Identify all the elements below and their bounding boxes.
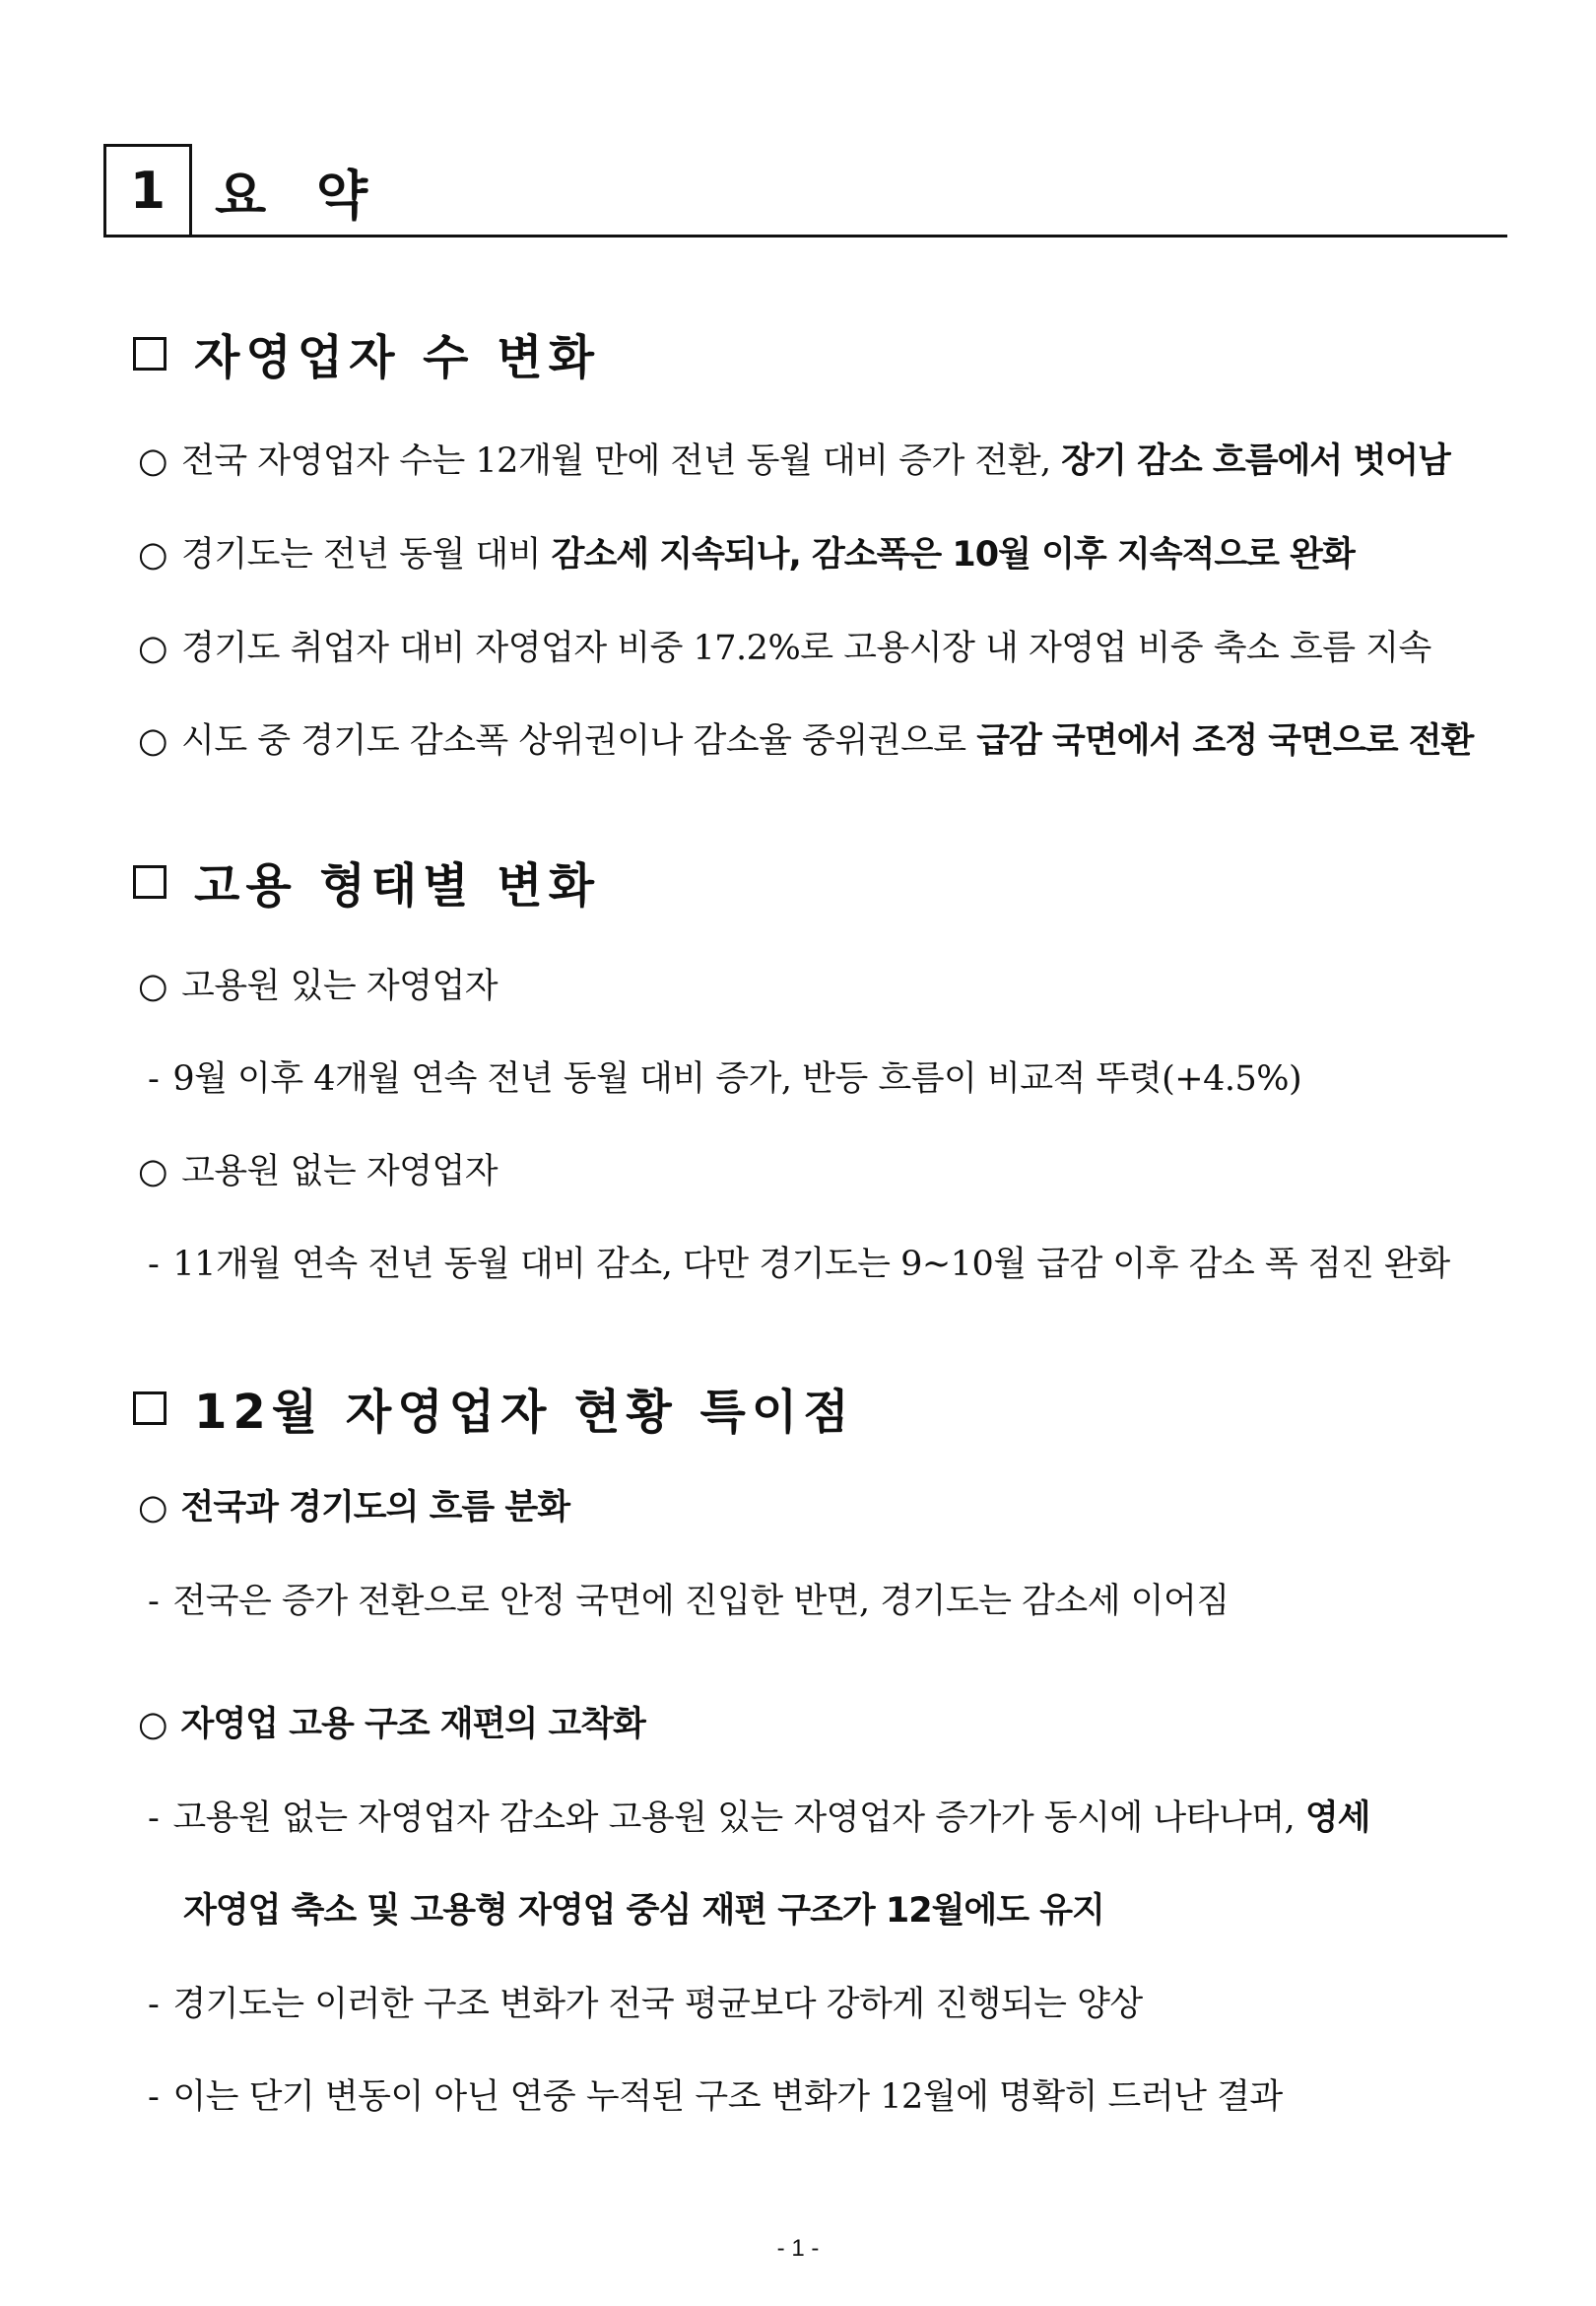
circle-bullet-icon: ○ bbox=[138, 629, 168, 668]
subheading-line bbox=[138, 1480, 569, 1529]
checkbox-square-icon bbox=[133, 337, 166, 371]
section-heading-2 bbox=[133, 848, 600, 916]
dash-bullet-icon: - bbox=[148, 1985, 160, 2024]
dash-bullet-icon: - bbox=[148, 1798, 160, 1838]
dash-text: 전국은 증가 전환으로 안정 국면에 진입한 반면, 경기도는 감소세 이어짐 bbox=[172, 1582, 1230, 1621]
bullet-emphasis: 감소세 지속되나, 감소폭은 10월 이후 지속적으로 완화 bbox=[551, 535, 1355, 575]
chapter-title: 요 약 bbox=[215, 165, 384, 227]
subheading-text: 자영업 고용 구조 재편의 고착화 bbox=[180, 1705, 645, 1744]
dash-text: 경기도는 이러한 구조 변화가 전국 평균보다 강하게 진행되는 양상 bbox=[172, 1985, 1143, 2024]
chapter-number: 1 bbox=[129, 161, 166, 221]
dash-bullet-icon: - bbox=[148, 1245, 160, 1284]
chapter-number-box bbox=[103, 144, 192, 235]
dash-line bbox=[148, 1051, 1301, 1101]
bullet-line bbox=[138, 1144, 498, 1193]
bullet-text: 고용원 없는 자영업자 bbox=[181, 1152, 499, 1191]
bullet-line bbox=[138, 621, 1431, 670]
bullet-line bbox=[138, 527, 1355, 576]
checkbox-square-icon bbox=[133, 865, 166, 899]
checkbox-square-icon bbox=[133, 1391, 166, 1425]
bullet-text: 고용원 있는 자영업자 bbox=[181, 967, 499, 1006]
dash-text: 11개월 연속 전년 동월 대비 감소, 다만 경기도는 9~10월 급감 이후 감소 폭 점진 완화 bbox=[172, 1245, 1450, 1284]
dash-line bbox=[148, 2069, 1283, 2119]
circle-bullet-icon: ○ bbox=[138, 1705, 167, 1744]
dash-emphasis: 영세 bbox=[1304, 1798, 1370, 1838]
section-heading-3 bbox=[133, 1374, 855, 1442]
section-heading-label: 고용 형태별 변화 bbox=[194, 858, 600, 914]
circle-bullet-icon: ○ bbox=[138, 1152, 168, 1191]
bullet-line bbox=[138, 713, 1473, 763]
dash-line bbox=[148, 1791, 1369, 1840]
dash-text: 이는 단기 변동이 아닌 연중 누적된 구조 변화가 12월에 명확히 드러난 결과 bbox=[172, 2077, 1283, 2117]
continuation-emphasis: 자영업 축소 및 고용형 자영업 중심 재편 구조가 12월에도 유지 bbox=[183, 1891, 1104, 1931]
continuation-line bbox=[183, 1883, 1104, 1933]
circle-bullet-icon: ○ bbox=[138, 721, 168, 761]
dash-bullet-icon: - bbox=[148, 1059, 160, 1099]
dash-line bbox=[148, 1237, 1450, 1286]
bullet-text: 경기도는 전년 동월 대비 bbox=[181, 535, 552, 575]
subheading-text: 전국과 경기도의 흐름 분화 bbox=[180, 1488, 570, 1527]
bullet-emphasis: 장기 감소 흐름에서 벗어남 bbox=[1061, 441, 1450, 481]
bullet-emphasis: 급감 국면에서 조정 국면으로 전환 bbox=[976, 721, 1474, 761]
title-underline bbox=[103, 235, 1507, 237]
circle-bullet-icon: ○ bbox=[138, 1488, 167, 1527]
bullet-line bbox=[138, 959, 498, 1008]
dash-text: 9월 이후 4개월 연속 전년 동월 대비 증가, 반등 흐름이 비교적 뚜렷(+4.5%) bbox=[172, 1059, 1302, 1099]
subheading-line bbox=[138, 1697, 645, 1746]
section-heading-label: 12월 자영업자 현황 특이점 bbox=[194, 1385, 855, 1440]
dash-bullet-icon: - bbox=[148, 2077, 160, 2117]
bullet-text: 경기도 취업자 대비 자영업자 비중 17.2%로 고용시장 내 자영업 비중 축소 흐름 지속 bbox=[181, 629, 1431, 668]
dash-text: 고용원 없는 자영업자 감소와 고용원 있는 자영업자 증가가 동시에 나타나며, bbox=[172, 1798, 1305, 1838]
bullet-text: 시도 중 경기도 감소폭 상위권이나 감소율 중위권으로 bbox=[181, 721, 977, 761]
circle-bullet-icon: ○ bbox=[138, 535, 168, 575]
circle-bullet-icon: ○ bbox=[138, 441, 168, 481]
section-heading-label: 자영업자 수 변화 bbox=[194, 330, 600, 385]
dash-line bbox=[148, 1977, 1143, 2026]
bullet-text: 전국 자영업자 수는 12개월 만에 전년 동월 대비 증가 전환, bbox=[181, 441, 1062, 481]
dash-line bbox=[148, 1574, 1230, 1623]
section-heading-1 bbox=[133, 319, 600, 387]
circle-bullet-icon: ○ bbox=[138, 967, 168, 1006]
bullet-line bbox=[138, 434, 1450, 483]
page-number: - 1 - bbox=[776, 2235, 820, 2262]
dash-bullet-icon: - bbox=[148, 1582, 160, 1621]
